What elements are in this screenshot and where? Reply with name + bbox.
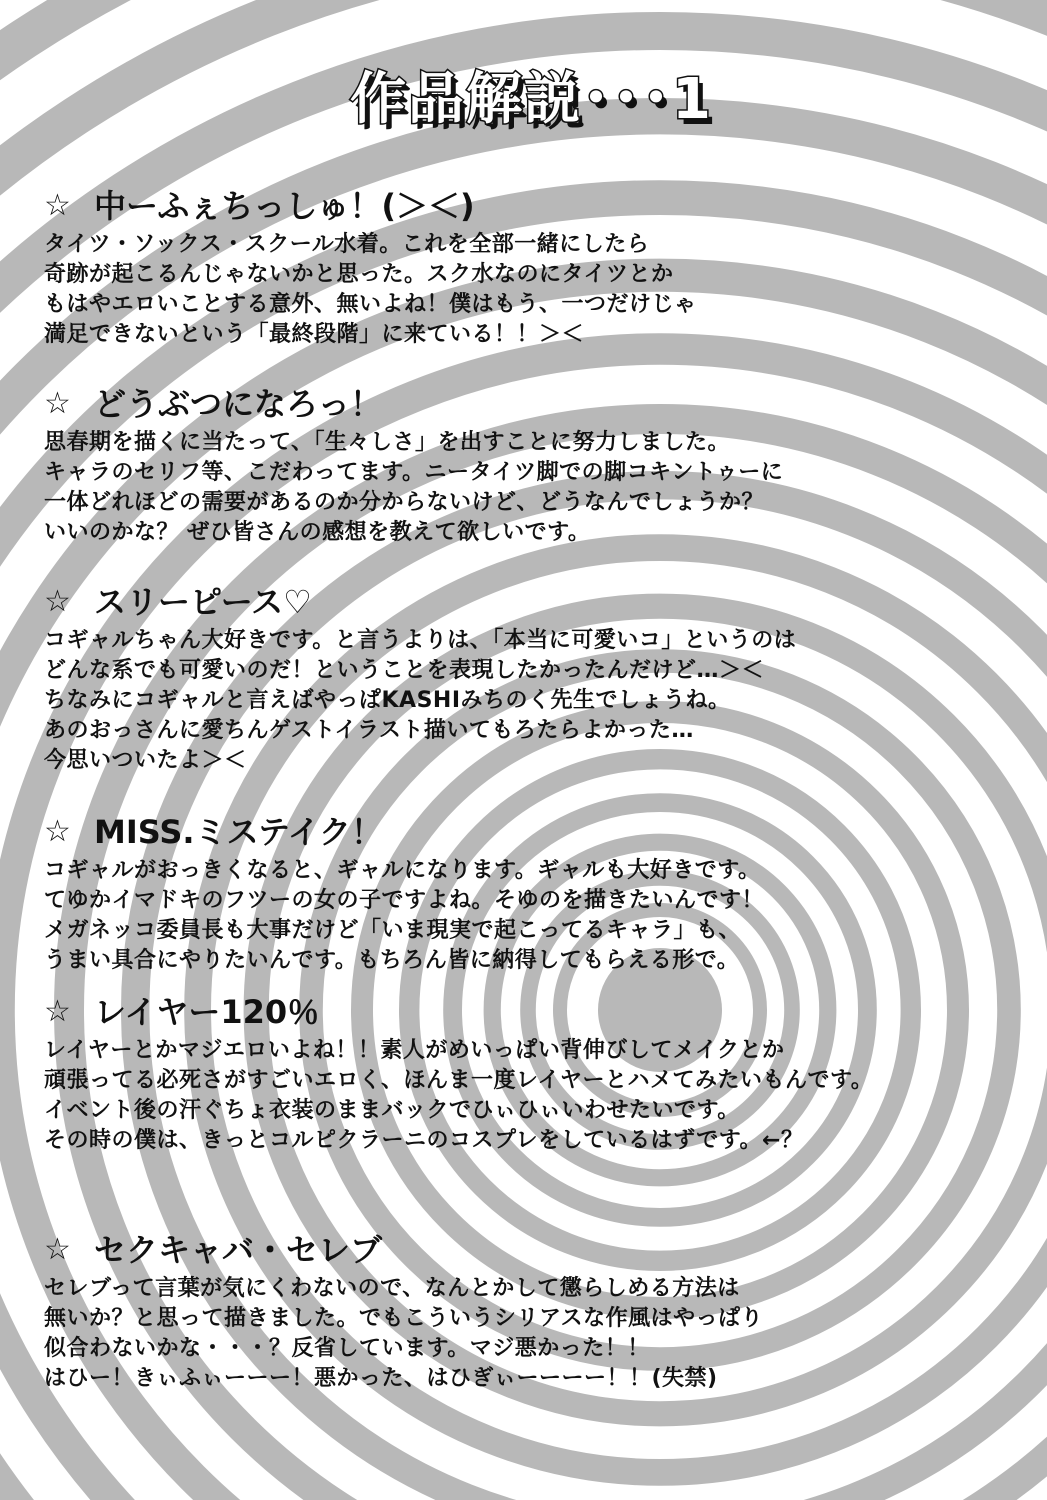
body-line: うまい具合にやりたいんです。もちろん皆に納得してもらえる形で。 [44,948,740,973]
section-6 [44,1230,1004,1394]
section-4 [44,812,1004,976]
body-line: セレブって言葉が気にくわないので、なんとかして懲らしめる方法は [44,1276,740,1301]
star-icon: ☆ [44,386,71,421]
section-1 [44,186,1004,350]
body-line: コギャルがおっきくなると、ギャルになります。ギャルも大好きです。 [44,858,761,883]
section-heading [44,186,1004,226]
body-line: 一体どれほどの需要があるのか分からないけど、どうなんでしょうか？ [44,490,765,515]
section-heading [44,1230,1004,1270]
body-line: どんな系でも可愛いのだ！ということを表現したかったんだけど…＞＜ [44,658,765,683]
section-title: スリーピース♡ [94,583,312,621]
section-3 [44,582,1004,776]
section-2 [44,384,1004,548]
section-title: セクキャバ・セレブ [94,1231,383,1269]
section-title: MISS.ミステイク！ [94,813,384,851]
body-line: 無いか？と思って描きました。でもこういうシリアスな作風はやっぱり [44,1306,764,1331]
body-line: メガネッコ委員長も大事だけど「いま現実で起こってるキャラ」も、 [44,918,742,943]
body-line: その時の僕は、きっとコルピクラーニのコスプレをしているはずです。←？ [44,1128,804,1153]
body-line: タイツ・ソックス・スクール水着。これを全部一緒にしたら [44,232,650,257]
section-title: レイヤー120％ [94,993,320,1031]
body-line: 似合わないかな・・・？反省しています。マジ悪かった！！ [44,1336,650,1361]
body-line: 頑張ってる必死さがすごいエロく、ほんま一度レイヤーとハメてみたいもんです。 [44,1068,874,1093]
star-icon: ☆ [44,994,71,1029]
section-heading [44,992,1004,1032]
body-line: ちなみにコギャルと言えばやっぱKASHIみちのく先生でしょうね。 [44,688,731,713]
page-title: 作品解説･･･1 [350,67,713,132]
section-5 [44,992,1004,1156]
body-line: 満足できないという「最終段階」に来ている！！＞＜ [44,322,585,347]
body-line: キャラのセリフ等、こだわってます。ニータイツ脚での脚コキントゥーに [44,460,784,485]
section-heading [44,812,1004,852]
star-icon: ☆ [44,584,71,619]
body-line: 今思いついたよ＞＜ [44,748,247,773]
body-line: 思春期を描くに当たって、「生々しさ」を出すことに努力しました。 [44,430,731,455]
star-icon: ☆ [44,814,71,849]
body-line: あのおっさんに愛ちんゲストイラスト描いてもろたらよかった… [44,718,694,743]
section-heading [44,384,1004,424]
body-line: いいのかな？ ぜひ皆さんの感想を教えて欲しいです。 [44,520,591,545]
body-line: イベント後の汗ぐちょ衣装のままバックでひぃひぃいわせたいです。 [44,1098,740,1123]
body-line: はひー！きぃふぃーーー！悪かった、はひぎぃーーーー！！(失禁) [44,1366,718,1391]
body-line: レイヤーとかマジエロいよね！！素人がめいっぱい背伸びしてメイクとか [44,1038,785,1063]
section-title: どうぶつになろっ！ [94,385,383,423]
star-icon: ☆ [44,1232,71,1267]
body-line: てゆかイマドキのフツーの女の子ですよね。そゆのを描きたいんです！ [44,888,765,913]
star-icon: ☆ [44,188,71,223]
section-heading [44,582,1004,622]
section-title: 中ーふぇちっしゅ！(＞＜) [94,187,475,225]
body-line: 奇跡が起こるんじゃないかと思った。スク水なのにタイツとか [44,262,674,287]
body-line: もはやエロいことする意外、無いよね！僕はもう、一つだけじゃ [44,292,697,317]
body-line: コギャルちゃん大好きです。と言うよりは、「本当に可愛いコ」というのは [44,628,797,653]
